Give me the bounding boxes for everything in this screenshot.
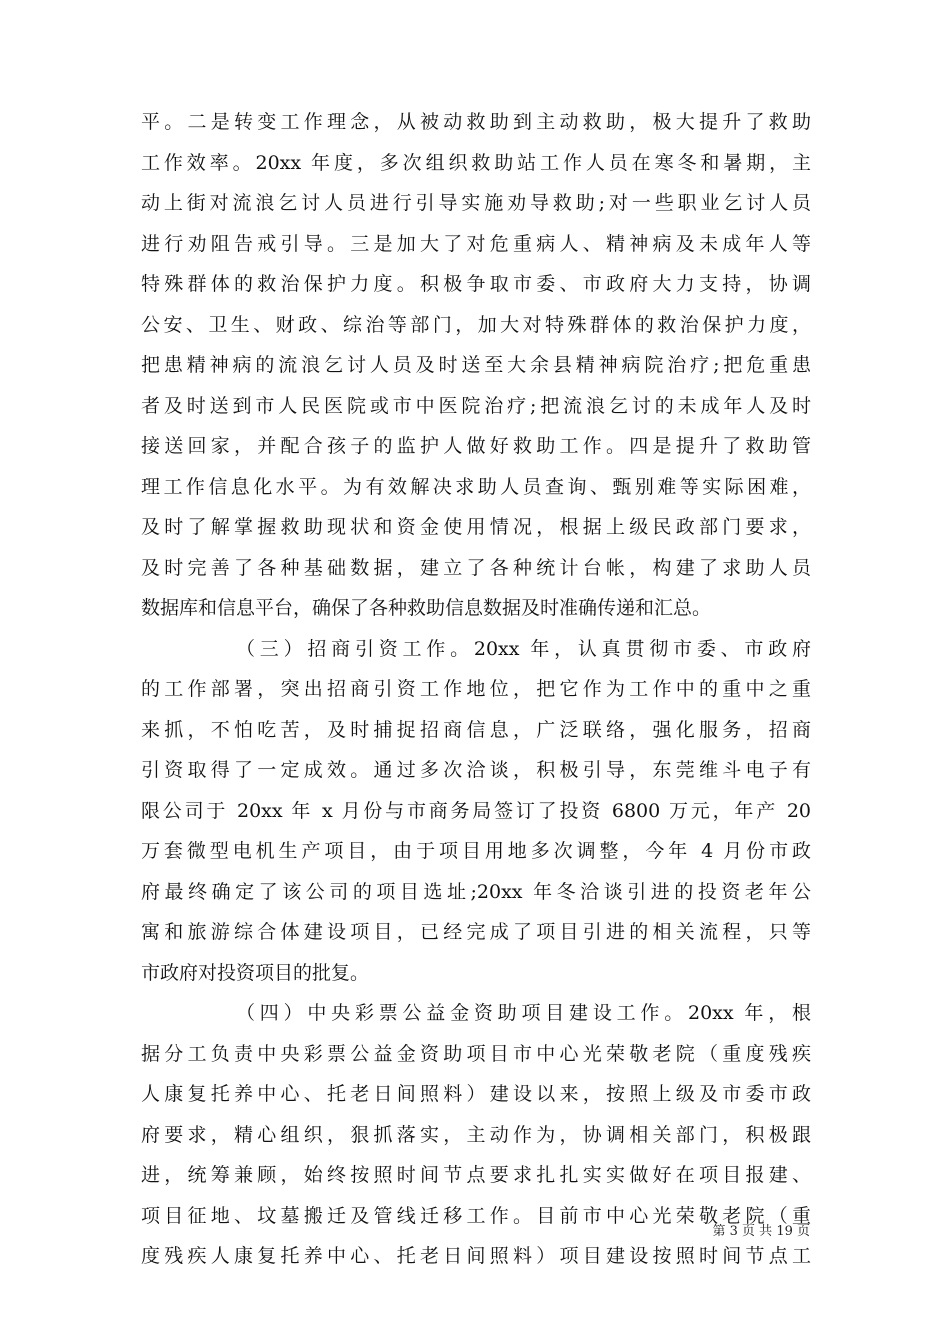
text-line: 项目征地、坟墓搬迁及管线迁移工作。目前市中心光荣敬老院（重 (141, 1204, 811, 1227)
text-line: 平。二是转变工作理念，从被动救助到主动救助，极大提升了救助 (141, 111, 811, 133)
text-line: 把患精神病的流浪乞讨人员及时送至大余县精神病院治疗;把危重患 (141, 354, 811, 376)
section-heading-line: （三）招商引资工作。20xx 年，认真贯彻市委、市政府 (236, 637, 811, 660)
text-line: 公安、卫生、财政、综治等部门，加大对特殊群体的救治保护力度， (141, 313, 811, 336)
body-text (141, 102, 811, 1277)
text-line: 数据库和信息平台，确保了各种救助信息数据及时准确传递和汇总。 (141, 597, 712, 619)
text-line: 寓和旅游综合体建设项目，已经完成了项目引进的相关流程，只等 (141, 921, 811, 943)
text-line: 的工作部署，突出招商引资工作地位，把它作为工作中的重中之重 (141, 678, 811, 700)
text-line: 府要求，精心组织，狠抓落实，主动作为，协调相关部门，积极跟 (141, 1123, 811, 1146)
text-line: 特殊群体的救治保护力度。积极争取市委、市政府大力支持，协调 (141, 273, 811, 295)
text-line: 接送回家，并配合孩子的监护人做好救助工作。四是提升了救助管 (141, 435, 811, 457)
text-line: 及时了解掌握救助现状和资金使用情况，根据上级民政部门要求， (141, 516, 811, 538)
text-line: 市政府对投资项目的批复。 (141, 961, 370, 984)
text-line: 人康复托养中心、托老日间照料）建设以来，按照上级及市委市政 (141, 1083, 811, 1105)
text-line: 府最终确定了该公司的项目选址;20xx 年冬洽谈引进的投资老年公 (141, 880, 811, 903)
text-line: 来抓，不怕吃苦，及时捕捉招商信息，广泛联络，强化服务，招商 (141, 718, 811, 741)
text-line: 进，统筹兼顾，始终按照时间节点要求扎扎实实做好在项目报建、 (141, 1164, 811, 1186)
text-line: 理工作信息化水平。为有效解决求助人员查询、甄别难等实际困难， (141, 475, 811, 498)
text-line: 者及时送到市人民医院或市中医院治疗;把流浪乞讨的未成年人及时 (141, 394, 811, 417)
text-line: 工作效率。20xx 年度，多次组织救助站工作人员在寒冬和暑期，主 (141, 151, 811, 174)
section-heading-line: （四）中央彩票公益金资助项目建设工作。20xx 年，根 (236, 1002, 811, 1024)
text-line: 引资取得了一定成效。通过多次洽谈，积极引导，东莞维斗电子有 (141, 759, 811, 781)
text-line: 万套微型电机生产项目，由于项目用地多次调整，今年 4 月份市政 (141, 840, 811, 862)
text-line: 进行劝阻告戒引导。三是加大了对危重病人、精神病及未成年人等 (141, 232, 811, 255)
text-line: 及时完善了各种基础数据，建立了各种统计台帐，构建了求助人员 (141, 556, 811, 579)
text-line: 度残疾人康复托养中心、托老日间照料）项目建设按照时间节点工 (141, 1245, 811, 1267)
text-line: 限公司于 20xx 年 x 月份与市商务局签订了投资 6800 万元，年产 20 (141, 799, 811, 822)
text-line: 据分工负责中央彩票公益金资助项目市中心光荣敬老院（重度残疾 (141, 1042, 811, 1065)
text-line: 动上街对流浪乞讨人员进行引导实施劝导救助;对一些职业乞讨人员 (141, 192, 811, 214)
page-number: 第 3 页 共 19 页 (712, 1224, 810, 1239)
